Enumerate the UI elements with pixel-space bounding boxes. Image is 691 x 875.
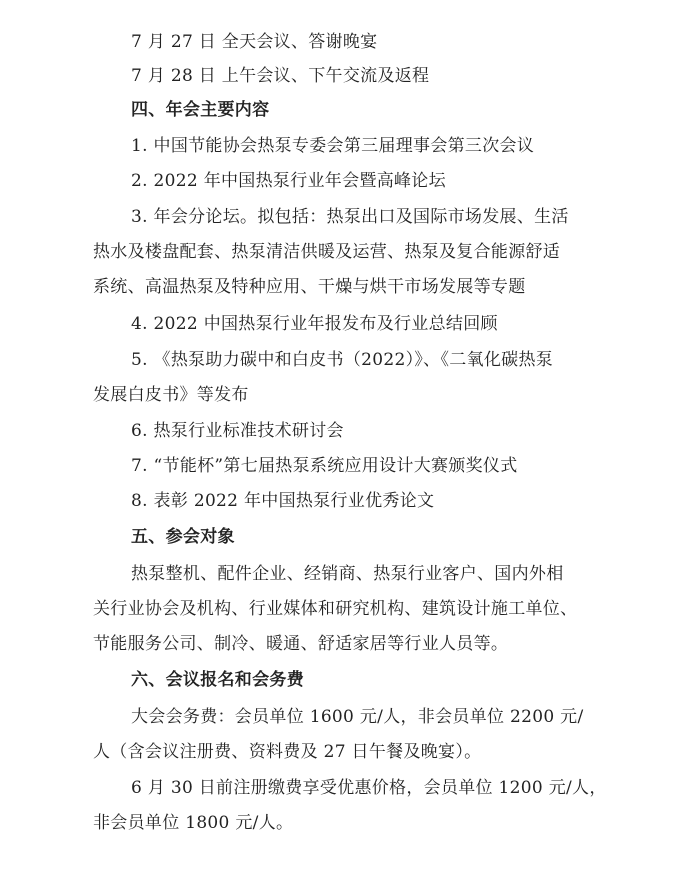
section4-item-4: 4. 2022 中国热泵行业年报发布及行业总结回顾 bbox=[131, 314, 498, 334]
section5-line-2: 关行业协会及机构、行业媒体和研究机构、建筑设计施工单位、 bbox=[93, 599, 578, 619]
section4-item-3-line-3: 系统、高温热泵及特种应用、干燥与烘干市场发展等专题 bbox=[93, 277, 526, 297]
section4-item-5-line-2: 发展白皮书》等发布 bbox=[93, 385, 249, 405]
section4-item-5-line-1: 5. 《热泵助力碳中和白皮书（2022）》、《二氧化碳热泵 bbox=[131, 350, 554, 370]
section6-line-4: 非会员单位 1800 元/人。 bbox=[93, 813, 294, 833]
section4-item-2: 2. 2022 年中国热泵行业年会暨高峰论坛 bbox=[131, 171, 446, 191]
section6-line-1: 大会会务费：会员单位 1600 元/人，非会员单位 2200 元/ bbox=[131, 707, 584, 727]
schedule-line-1: 7 月 27 日 全天会议、答谢晚宴 bbox=[131, 32, 378, 52]
section4-item-3-line-2: 热水及楼盘配套、热泵清洁供暖及运营、热泵及复合能源舒适 bbox=[93, 242, 561, 262]
section6-line-3: 6 月 30 日前注册缴费享受优惠价格，会员单位 1200 元/人， bbox=[131, 778, 607, 798]
section5-line-3: 节能服务公司、制冷、暖通、舒适家居等行业人员等。 bbox=[93, 634, 509, 654]
section4-item-7: 7. “节能杯”第七届热泵系统应用设计大赛颁奖仪式 bbox=[131, 456, 518, 476]
section6-line-2: 人（含会议注册费、资料费及 27 日午餐及晚宴）。 bbox=[93, 742, 482, 762]
section4-heading: 四、年会主要内容 bbox=[131, 100, 270, 120]
section4-item-8: 8. 表彰 2022 年中国热泵行业优秀论文 bbox=[131, 491, 435, 511]
section5-heading: 五、参会对象 bbox=[131, 527, 235, 547]
section6-heading: 六、会议报名和会务费 bbox=[131, 670, 304, 690]
section4-item-1: 1. 中国节能协会热泵专委会第三届理事会第三次会议 bbox=[131, 136, 535, 156]
section4-item-3-line-1: 3. 年会分论坛。拟包括：热泵出口及国际市场发展、生活 bbox=[131, 207, 569, 227]
schedule-line-2: 7 月 28 日 上午会议、下午交流及返程 bbox=[131, 66, 430, 86]
section5-line-1: 热泵整机、配件企业、经销商、热泵行业客户、国内外相 bbox=[131, 564, 564, 584]
section4-item-6: 6. 热泵行业标准技术研讨会 bbox=[131, 421, 344, 441]
